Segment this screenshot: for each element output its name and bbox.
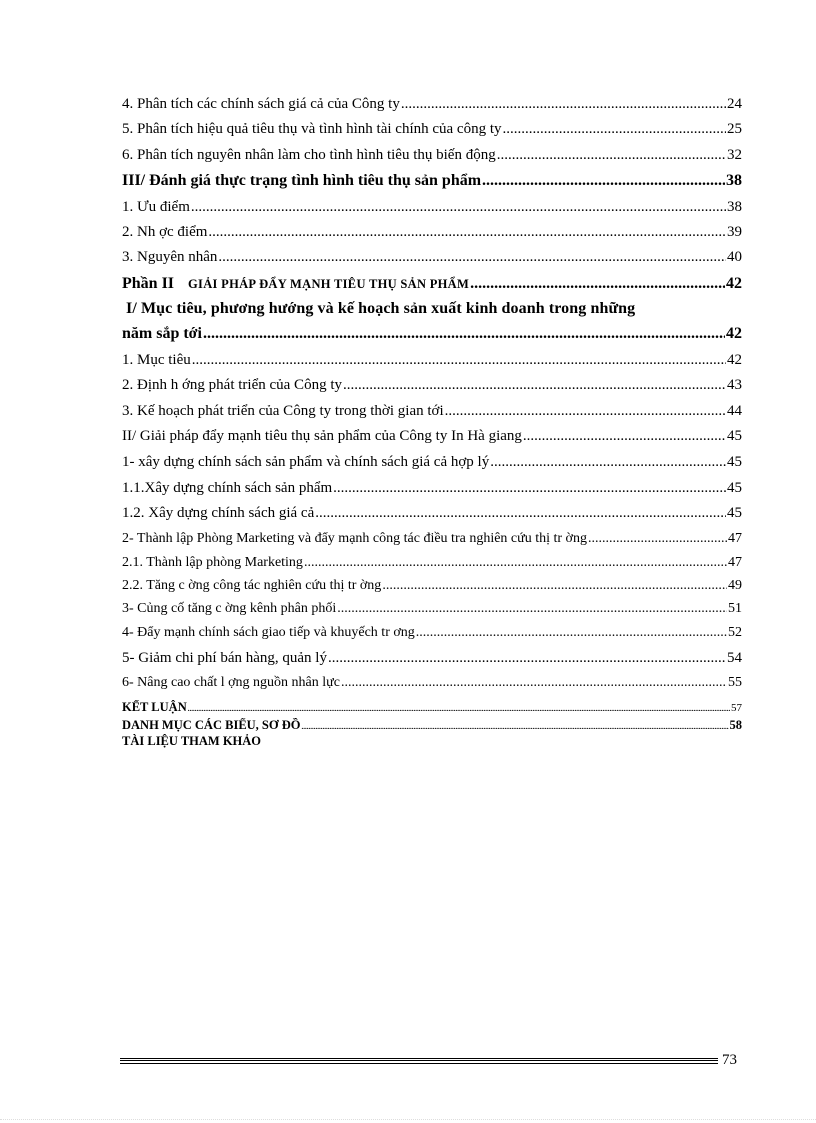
toc-entry-title: 1- xây dựng chính sách sản phẩm và chính sách giá cả hợp lý — [122, 454, 490, 470]
toc-entry[interactable] — [122, 454, 742, 471]
toc-entry-title: 1. Ưu điểm — [122, 199, 190, 215]
toc-leader-dots — [301, 718, 728, 733]
toc-entry-page: 54 — [727, 650, 742, 666]
toc-leader-dots — [208, 224, 726, 241]
toc-leader-dots — [304, 555, 727, 571]
toc-entry[interactable] — [122, 199, 742, 216]
toc-entry-title: 6- Nâng cao chất l ợng nguồn nhân lực — [122, 675, 340, 690]
toc-entry-page: 39 — [727, 224, 742, 240]
toc-entry[interactable] — [122, 505, 742, 522]
footer-page-number: 73 — [722, 1052, 737, 1068]
toc-entry[interactable] — [122, 675, 742, 691]
toc-leader-dots — [416, 625, 727, 641]
toc-leader-dots — [382, 578, 727, 594]
toc-entry-page: 42 — [726, 325, 742, 342]
toc-leader-dots — [497, 147, 726, 164]
toc-entry-figures-list[interactable] — [122, 718, 742, 733]
toc-entry[interactable] — [122, 480, 742, 497]
toc-entry-title: 6. Phân tích nguyên nhân làm cho tình hình tiêu thụ biến động — [122, 147, 496, 163]
toc-entry-title: DANH MỤC CÁC BIỂU, SƠ ĐỒ — [122, 718, 301, 732]
toc-part-label: Phần II — [122, 275, 175, 292]
toc-entry-heading[interactable] — [122, 172, 742, 190]
toc-leader-dots — [337, 601, 727, 617]
toc-leader-dots — [203, 325, 725, 343]
toc-leader-dots — [315, 505, 726, 522]
toc-entry[interactable] — [122, 377, 742, 394]
toc-entry-page: 42 — [726, 275, 742, 292]
toc-leader-dots — [588, 531, 727, 547]
toc-entry[interactable] — [122, 555, 742, 571]
toc-entry-title: KẾT LUẬN — [122, 700, 187, 714]
toc-entry-title: TÀI LIỆU THAM KHẢO — [122, 734, 262, 748]
toc-entry-title: 3. Nguyên nhân — [122, 249, 218, 265]
toc-entry[interactable] — [122, 352, 742, 369]
toc-leader-dots — [188, 700, 730, 715]
toc-entry-title: 2.1. Thành lập phòng Marketing — [122, 555, 303, 570]
toc-entry-page: 45 — [727, 480, 742, 496]
toc-entry-page: 43 — [727, 377, 742, 393]
toc-leader-dots — [401, 96, 726, 113]
toc-entry-page: 58 — [729, 718, 742, 732]
toc-entry[interactable] — [122, 578, 742, 594]
toc-entry-page: 32 — [727, 147, 742, 163]
toc-entry-title: 2. Định h ớng phát triển của Công ty — [122, 377, 342, 393]
toc-leader-dots — [333, 480, 726, 497]
toc-entry-page: 51 — [728, 601, 742, 616]
toc-leader-dots — [341, 675, 727, 691]
toc-entry[interactable] — [122, 224, 742, 241]
toc-entry[interactable] — [122, 403, 742, 420]
toc-leader-dots — [482, 172, 725, 190]
toc-entry-page: 24 — [727, 96, 742, 112]
toc-entry-page: 25 — [727, 121, 742, 137]
toc-entry-page: 49 — [728, 578, 742, 593]
toc-entry-title: 3. Kế hoạch phát triển của Công ty trong thời gian tới — [122, 403, 444, 419]
toc-entry-title: 2. Nh ợc điểm — [122, 224, 208, 240]
toc-entry-title: 2.2. Tăng c ờng công tác nghiên cứu thị tr ờng — [122, 578, 382, 593]
toc-leader-dots — [470, 275, 725, 293]
toc-entry[interactable] — [122, 531, 742, 547]
toc-entry[interactable] — [122, 249, 742, 266]
toc-entry[interactable] — [122, 147, 742, 164]
toc-entry-title: 4. Phân tích các chính sách giá cả của Công ty — [122, 96, 400, 112]
toc-entry-title: 2- Thành lập Phòng Marketing và đẩy mạnh công tác điều tra nghiên cứu thị tr ờng — [122, 531, 587, 546]
toc-entry-page: 45 — [727, 454, 742, 470]
toc-entry-page: 45 — [727, 428, 742, 444]
toc-entry-heading-continuation[interactable] — [122, 325, 742, 343]
toc-entry-title: 1.1.Xây dựng chính sách sản phẩm — [122, 480, 333, 496]
toc-leader-dots — [218, 249, 726, 266]
toc-leader-dots — [328, 650, 726, 667]
toc-entry[interactable] — [122, 428, 742, 445]
toc-entry-references[interactable] — [122, 734, 742, 749]
toc-entry-page: 47 — [728, 531, 742, 546]
toc-entry[interactable] — [122, 650, 742, 667]
toc-entry-title-line2: năm sắp tới — [122, 325, 202, 342]
toc-entry-title: 3- Củng cố tăng c ờng kênh phân phối — [122, 601, 337, 616]
toc-leader-dots — [523, 428, 726, 445]
toc-leader-dots — [445, 403, 726, 420]
toc-part-heading[interactable] — [122, 275, 742, 293]
toc-entry-conclusion[interactable] — [122, 700, 742, 715]
toc-entry-title: 5. Phân tích hiệu quả tiêu thụ và tình hình tài chính của công ty — [122, 121, 502, 137]
toc-entry[interactable] — [122, 121, 742, 138]
toc-part-title: GIẢI PHÁP ĐẨY MẠNH TIÊU THỤ SẢN PHẨM — [188, 277, 470, 291]
toc-entry-page: 52 — [728, 625, 742, 640]
toc-entry-title: II/ Giải pháp đẩy mạnh tiêu thụ sản phẩm của Công ty In Hà giang — [122, 428, 522, 444]
footer-divider — [120, 1058, 718, 1064]
toc-entry[interactable] — [122, 96, 742, 113]
toc-entry-title: III/ Đánh giá thực trạng tình hình tiêu thụ sản phẩm — [122, 172, 482, 189]
toc-entry-page: 44 — [727, 403, 742, 419]
toc-leader-dots — [503, 121, 726, 138]
toc-leader-dots — [191, 199, 726, 216]
toc-entry[interactable] — [122, 625, 742, 641]
toc-entry-page: 38 — [726, 172, 742, 189]
toc-entry-page: 40 — [727, 249, 742, 265]
toc-entry-page: 57 — [731, 702, 742, 714]
toc-leader-dots — [490, 454, 726, 471]
toc-entry-title-line1: I/ Mục tiêu, phương hướng và kế hoạch sản xuất kinh doanh trong những — [126, 300, 636, 317]
page-bottom-border — [0, 1119, 816, 1121]
toc-leader-dots — [343, 377, 726, 394]
toc-entry-title: 5- Giảm chi phí bán hàng, quản lý — [122, 650, 327, 666]
toc-entry-page: 45 — [727, 505, 742, 521]
toc-entry-title: 4- Đẩy mạnh chính sách giao tiếp và khuyếch tr ơng — [122, 625, 415, 640]
toc-entry-title: 1. Mục tiêu — [122, 352, 191, 368]
toc-leader-dots — [192, 352, 726, 369]
toc-entry-page: 55 — [728, 675, 742, 690]
toc-entry[interactable] — [122, 601, 742, 617]
toc-entry-page: 42 — [727, 352, 742, 368]
toc-entry-title: 1.2. Xây dựng chính sách giá cả — [122, 505, 315, 521]
toc-entry-heading-multiline[interactable] — [122, 300, 742, 318]
toc-entry-page: 47 — [728, 555, 742, 570]
toc-entry-page: 38 — [727, 199, 742, 215]
